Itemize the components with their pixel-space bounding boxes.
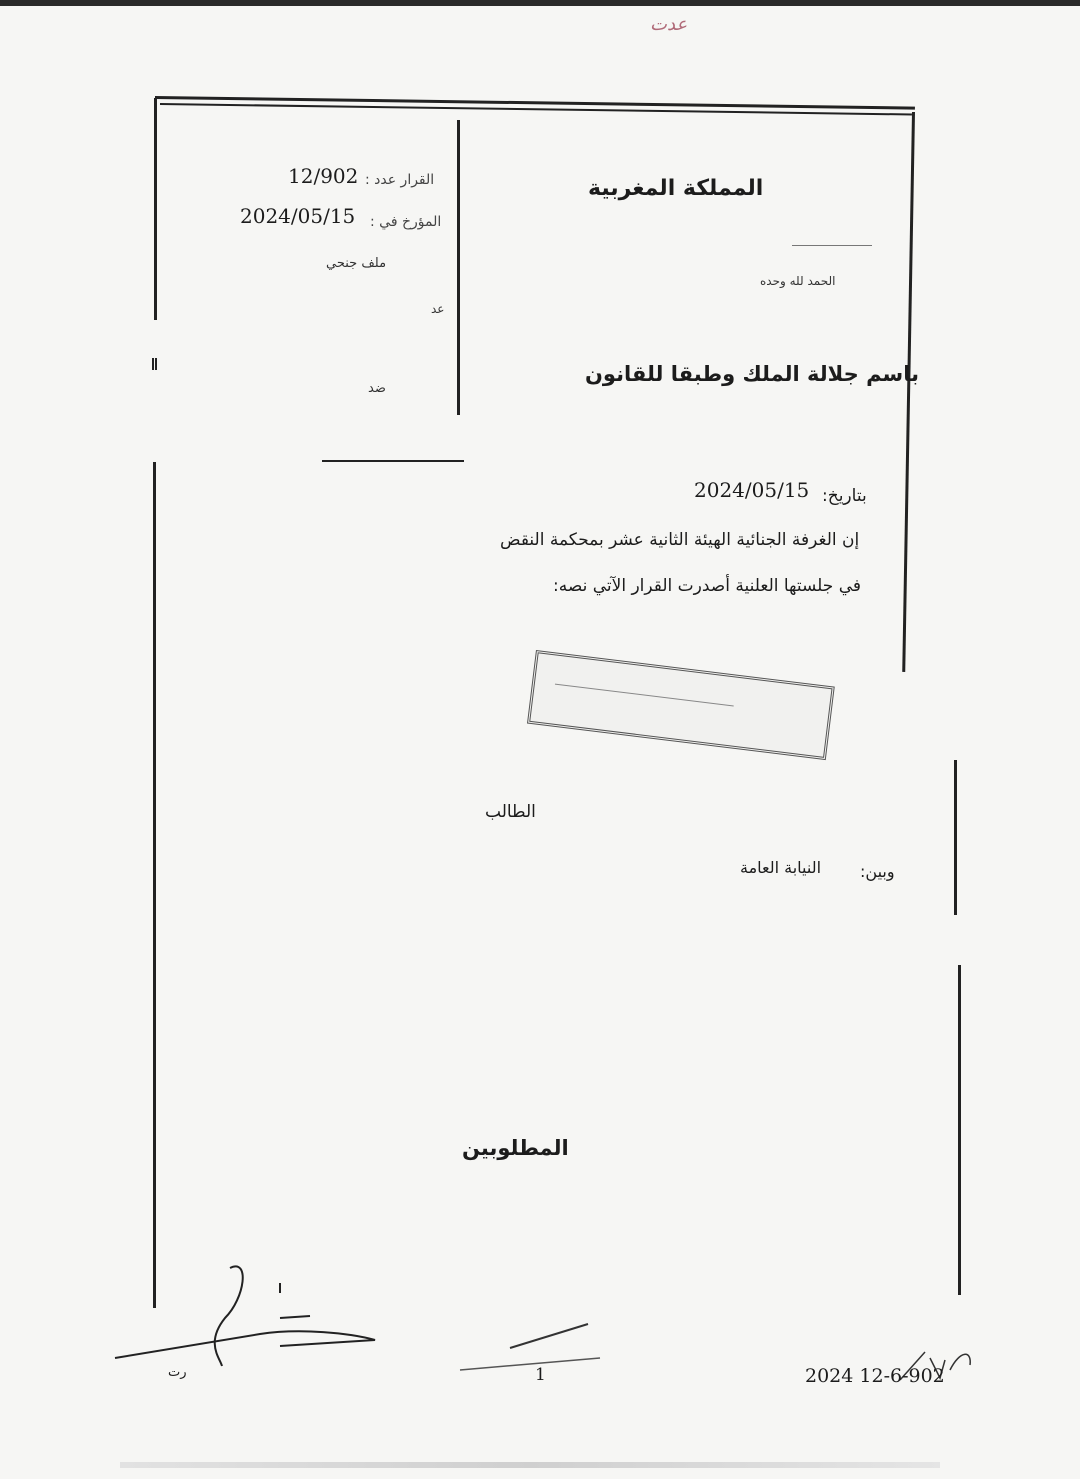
dated-label: المؤرخ في :: [370, 214, 442, 230]
page-number: 1: [535, 1365, 546, 1385]
date-label: بتاريخ:: [822, 486, 867, 506]
frame-right-line-bottom: [958, 965, 961, 1295]
frame-divider-horizontal: [322, 460, 464, 462]
footer-left-mark-visible: رت: [168, 1365, 187, 1380]
number-label: عد: [431, 302, 445, 316]
between-label: وبين:: [860, 862, 895, 881]
decision-number: 12/902: [288, 164, 359, 188]
frame-right-line-lower: [954, 760, 957, 915]
body-line-2: في جلستها العلنية أصدرت القرار الآتي نصه:: [553, 576, 862, 596]
frame-left-line-top: [154, 98, 157, 320]
header-underline: [792, 245, 872, 246]
top-scribble: عدت: [650, 14, 688, 35]
kingdom-title: المملكة المغربية: [588, 176, 764, 201]
stamp-mark: [527, 650, 835, 760]
file-label: ملف جنحي: [326, 256, 387, 271]
scan-top-edge: [0, 0, 1080, 6]
respondents-label: المطلوبين: [462, 1136, 569, 1160]
body-line-1: إن الغرفة الجنائية الهيئة الثانية عشر بمحكمة النقض: [500, 530, 860, 550]
in-name-line: باسم جلالة الملك وطبقا للقانون: [585, 362, 919, 386]
applicant-label: الطالب: [485, 802, 536, 822]
date-value: 2024/05/15: [694, 478, 810, 502]
doc-reference: 2024 12-6-902: [805, 1365, 945, 1387]
scan-bottom-edge: [120, 1462, 940, 1468]
against-label: ضد: [368, 381, 386, 396]
signature-left: [110, 1258, 400, 1368]
between-value: النيابة العامة: [740, 858, 822, 877]
decision-label: القرار عدد :: [365, 172, 435, 188]
praise-line: الحمد لله وحده: [760, 274, 836, 288]
stamp-inner-line: [555, 684, 734, 707]
signature-middle: [450, 1318, 610, 1378]
dated-value: 2024/05/15: [240, 204, 356, 228]
frame-left-line-bottom: [153, 462, 156, 1308]
frame-right-line: [902, 112, 915, 672]
frame-divider-vertical: [457, 120, 460, 415]
left-tick-mark: [152, 358, 157, 370]
